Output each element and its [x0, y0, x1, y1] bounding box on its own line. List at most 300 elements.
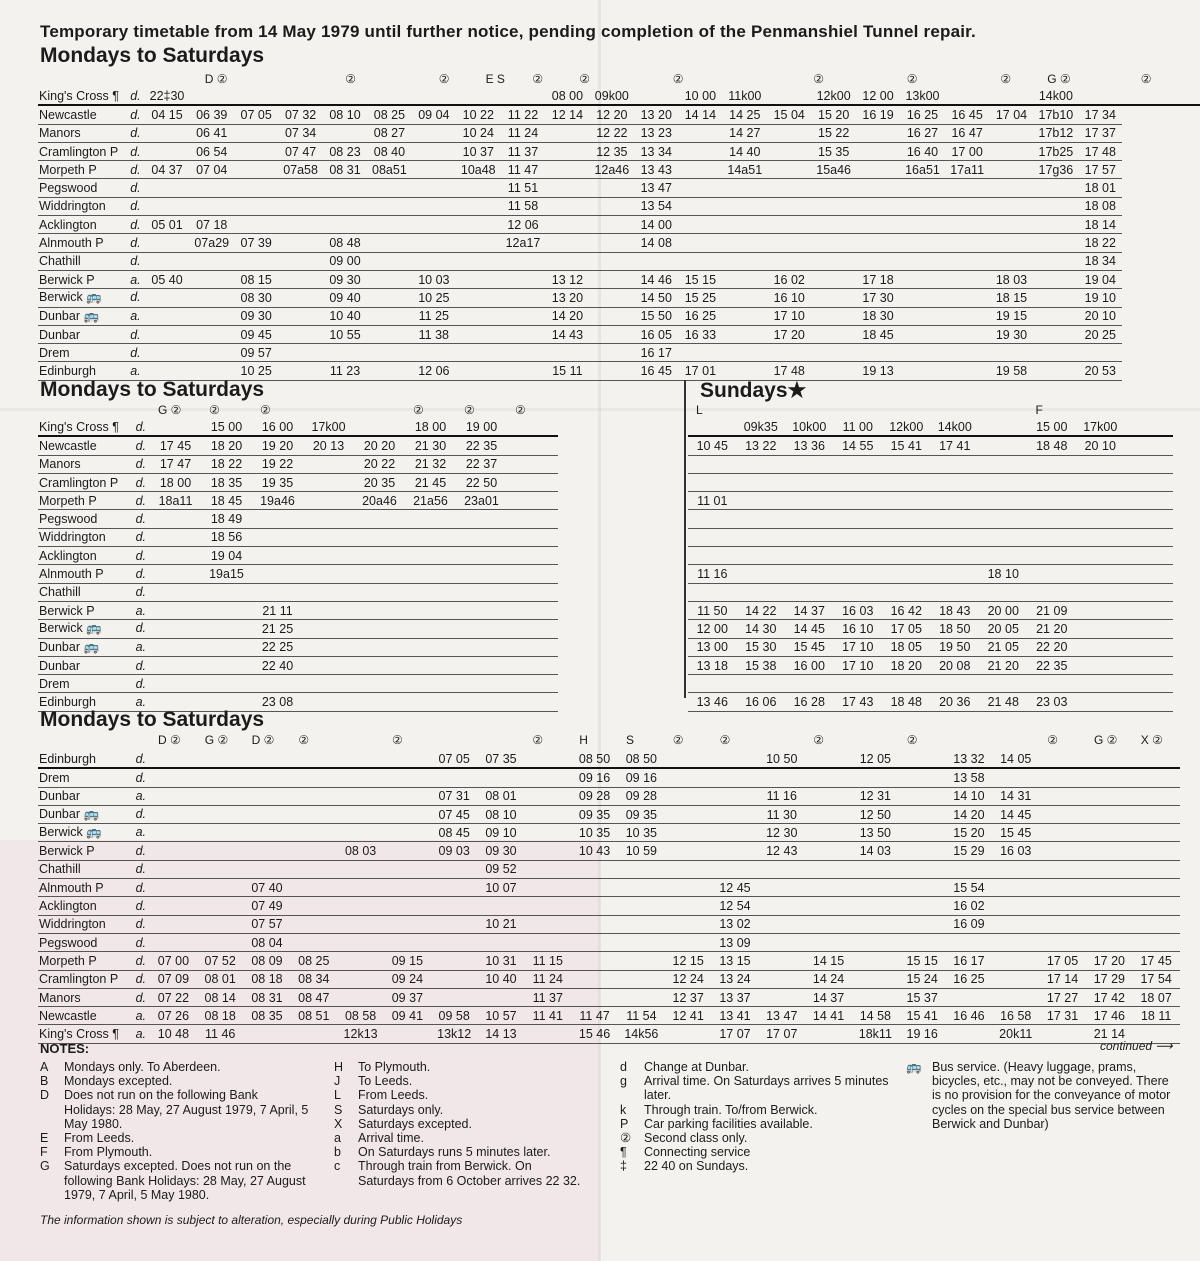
time-cell: 07 31: [431, 787, 478, 805]
time-cell: [456, 583, 507, 601]
timetable-row: [38, 638, 558, 656]
time-cell: [189, 344, 234, 362]
time-cell: [412, 344, 456, 362]
train-codes-sundays: [0, 403, 1200, 419]
note-item: [620, 1145, 890, 1159]
time-cell: [278, 216, 323, 234]
time-cell: [150, 842, 197, 860]
time-cell: 13 41: [712, 1007, 759, 1025]
station-name: [38, 252, 145, 270]
time-cell: 18 50: [931, 620, 980, 638]
time-cell: [1125, 510, 1174, 528]
time-cell: [290, 879, 337, 897]
time-cell: 21 25: [252, 620, 303, 638]
time-cell: 10 57: [478, 1007, 525, 1025]
time-cell: 18 07: [1133, 988, 1180, 1006]
section-title-sundays: Sundays★: [700, 379, 807, 402]
time-cell: [899, 787, 946, 805]
time-cell: [945, 216, 990, 234]
time-cell: [1034, 216, 1079, 234]
time-cell: [1028, 510, 1077, 528]
time-cell: 14 40: [722, 142, 767, 160]
time-cell: [303, 601, 354, 619]
time-cell: [900, 216, 945, 234]
time-cell: [524, 915, 571, 933]
time-cell: [323, 197, 367, 215]
time-cell: [507, 492, 558, 510]
time-cell: 14 41: [805, 1007, 852, 1025]
time-cell: [507, 656, 558, 674]
train-code: G ②: [158, 403, 182, 417]
time-cell: [323, 216, 367, 234]
time-cell: 13 58: [946, 768, 993, 787]
time-cell: 11 22: [501, 105, 546, 124]
train-code: ②: [1047, 733, 1058, 747]
time-cell: [1125, 492, 1174, 510]
time-cell: 05 40: [145, 270, 190, 288]
time-cell: 10 25: [412, 289, 456, 307]
time-cell: 07 22: [150, 988, 197, 1006]
time-cell: 10k00: [785, 418, 834, 436]
time-cell: [1125, 418, 1174, 436]
time-cell: 10 00: [678, 87, 722, 105]
time-cell: [1034, 197, 1079, 215]
time-cell: 15 20: [811, 105, 856, 124]
time-cell: 21 30: [405, 436, 456, 455]
time-cell: 07 05: [431, 750, 478, 768]
arrive-depart-flag: d.: [135, 953, 146, 968]
time-cell: 09 45: [234, 325, 278, 343]
time-cell: 15 46: [571, 1025, 618, 1043]
time-cell: [189, 270, 234, 288]
note-text: Arrival time. On Saturdays arrives 5 minutes later.: [644, 1074, 889, 1103]
time-cell: [501, 289, 546, 307]
note-item: [620, 1117, 890, 1131]
time-cell: [979, 455, 1028, 473]
time-cell: [688, 455, 737, 473]
station-label: Newcastle: [39, 438, 97, 453]
time-cell: [722, 234, 767, 252]
time-cell: [1133, 860, 1180, 878]
time-cell: [507, 565, 558, 583]
time-cell: [234, 197, 278, 215]
time-cell: [278, 344, 323, 362]
timetable-row: [688, 492, 1173, 510]
arrive-depart-flag: d.: [135, 658, 146, 673]
station-name: [38, 638, 150, 656]
time-cell: [571, 879, 618, 897]
time-cell: [722, 289, 767, 307]
timetable-row: [38, 142, 1200, 160]
time-cell: [150, 805, 197, 823]
timetable-row: [688, 656, 1173, 674]
time-cell: 08 50: [571, 750, 618, 768]
time-cell: 16 02: [946, 897, 993, 915]
time-cell: [524, 879, 571, 897]
time-cell: [979, 583, 1028, 601]
time-cell: 10 48: [150, 1025, 197, 1043]
train-codes-1: [0, 72, 1200, 88]
time-cell: [252, 583, 303, 601]
time-cell: [431, 879, 478, 897]
time-cell: [1028, 455, 1077, 473]
station-label: Widdrington: [39, 530, 106, 545]
time-cell: [507, 436, 558, 455]
time-cell: 17a11: [945, 161, 990, 179]
station-label: Manors: [39, 457, 81, 472]
time-cell: [150, 620, 201, 638]
time-cell: 11 16: [758, 787, 805, 805]
time-cell: [405, 638, 456, 656]
time-cell: [150, 879, 197, 897]
time-cell: [278, 87, 323, 105]
time-cell: 17 10: [834, 656, 883, 674]
time-cell: [737, 455, 786, 473]
time-cell: [150, 656, 201, 674]
note-key: F: [40, 1145, 48, 1160]
note-text: Through train. To/from Berwick.: [644, 1102, 818, 1117]
note-key: ¶: [620, 1145, 627, 1160]
station-label: Berwick P: [39, 603, 95, 618]
station-name: [38, 289, 145, 307]
timetable-row: [38, 915, 1180, 933]
time-cell: [244, 768, 291, 787]
time-cell: [384, 787, 431, 805]
train-code: ②: [813, 733, 824, 747]
time-cell: [805, 897, 852, 915]
timetable-row: [38, 161, 1200, 179]
time-cell: 12 37: [665, 988, 712, 1006]
time-cell: 15 11: [545, 362, 589, 380]
timetable-row: [38, 528, 558, 546]
time-cell: 17 37: [1078, 124, 1122, 142]
time-cell: 10 55: [323, 325, 367, 343]
station-label: Cramlington P: [39, 475, 119, 490]
time-cell: [665, 915, 712, 933]
time-cell: 21 11: [252, 601, 303, 619]
time-cell: [1078, 87, 1122, 105]
time-cell: [303, 638, 354, 656]
note-item: [620, 1159, 890, 1173]
time-cell: 17 30: [856, 289, 900, 307]
time-cell: [244, 805, 291, 823]
time-cell: 10 45: [688, 436, 737, 455]
time-cell: 12 00: [688, 620, 737, 638]
time-cell: [456, 693, 507, 711]
time-cell: [946, 933, 993, 951]
time-cell: [545, 161, 589, 179]
time-cell: 10 21: [478, 915, 525, 933]
time-cell: 13 47: [758, 1007, 805, 1025]
time-cell: [1028, 547, 1077, 565]
time-cell: 16 42: [882, 601, 931, 619]
time-cell: 17 47: [150, 455, 201, 473]
time-cell: [989, 161, 1033, 179]
timetable-row: [38, 436, 558, 455]
station-name: [38, 455, 150, 473]
time-cell: [785, 492, 834, 510]
station-label: Dunbar 🚌: [39, 639, 100, 654]
time-cell: [805, 768, 852, 787]
timetable-row: [38, 252, 1200, 270]
time-cell: [367, 252, 412, 270]
time-cell: [456, 510, 507, 528]
note-item: [40, 1159, 310, 1202]
time-cell: [589, 179, 634, 197]
time-cell: 13 36: [785, 436, 834, 455]
station-label: Dunbar 🚌: [39, 308, 100, 323]
time-cell: [665, 879, 712, 897]
time-cell: 08 30: [234, 289, 278, 307]
time-cell: [992, 879, 1039, 897]
time-cell: 18 48: [1028, 436, 1077, 455]
time-cell: [145, 307, 190, 325]
time-cell: [412, 234, 456, 252]
time-cell: 18 34: [1078, 252, 1122, 270]
time-cell: [507, 455, 558, 473]
time-cell: 18 30: [856, 307, 900, 325]
time-cell: 23 03: [1028, 693, 1077, 711]
time-cell: 19 50: [931, 638, 980, 656]
timetable-northbound-weekday-1: [38, 87, 1200, 381]
time-cell: [456, 289, 501, 307]
time-cell: [1028, 473, 1077, 491]
bus-icon: 🚌: [906, 1060, 922, 1074]
note-item: [334, 1159, 584, 1187]
time-cell: 14 45: [785, 620, 834, 638]
time-cell: [290, 897, 337, 915]
time-cell: [1034, 344, 1079, 362]
time-cell: 15 54: [946, 879, 993, 897]
time-cell: 17 41: [931, 436, 980, 455]
time-cell: [1125, 547, 1174, 565]
time-cell: [882, 492, 931, 510]
time-cell: [244, 750, 291, 768]
section-title-2: Mondays to Saturdays: [40, 378, 265, 401]
time-cell: 09 41: [384, 1007, 431, 1025]
time-cell: 14 20: [545, 307, 589, 325]
arrive-depart-flag: d.: [130, 327, 141, 342]
time-cell: [189, 87, 234, 105]
time-cell: [456, 87, 501, 105]
timetable-row: [38, 455, 558, 473]
time-cell: [571, 897, 618, 915]
time-cell: [931, 565, 980, 583]
time-cell: [852, 952, 899, 970]
station-name: [38, 656, 150, 674]
time-cell: [337, 897, 384, 915]
time-cell: 15 24: [899, 970, 946, 988]
notes-title: NOTES:: [40, 1041, 90, 1056]
time-cell: [354, 547, 405, 565]
time-cell: [989, 124, 1033, 142]
station-label: Newcastle: [39, 1008, 97, 1023]
time-cell: [688, 473, 737, 491]
time-cell: [618, 860, 665, 878]
time-cell: [767, 124, 811, 142]
time-cell: [618, 988, 665, 1006]
time-cell: 13 24: [712, 970, 759, 988]
time-cell: [1034, 252, 1079, 270]
time-cell: 10 22: [456, 105, 501, 124]
time-cell: 13 23: [634, 124, 678, 142]
time-cell: 16 05: [634, 325, 678, 343]
time-cell: 15 04: [767, 105, 811, 124]
time-cell: [303, 547, 354, 565]
time-cell: [337, 768, 384, 787]
time-cell: [834, 528, 883, 546]
timetable-row: [688, 583, 1173, 601]
time-cell: [405, 656, 456, 674]
time-cell: 10 31: [478, 952, 525, 970]
time-cell: [1078, 344, 1122, 362]
note-key: A: [40, 1060, 49, 1074]
note-key: g: [620, 1074, 627, 1089]
time-cell: [252, 528, 303, 546]
note-key: L: [334, 1088, 341, 1103]
time-cell: 11 15: [524, 952, 571, 970]
time-cell: [478, 933, 525, 951]
time-cell: [722, 344, 767, 362]
time-cell: [899, 879, 946, 897]
time-cell: [524, 860, 571, 878]
time-cell: [524, 824, 571, 842]
note-key: P: [620, 1116, 629, 1131]
train-code: E S: [485, 72, 505, 86]
time-cell: [244, 787, 291, 805]
time-cell: 14 15: [805, 952, 852, 970]
time-cell: 09 35: [618, 805, 665, 823]
time-cell: [882, 528, 931, 546]
timetable-row: [688, 693, 1173, 711]
time-cell: 09 10: [478, 824, 525, 842]
timetable-row: [38, 87, 1200, 105]
train-code: ②: [438, 72, 450, 86]
time-cell: [931, 473, 980, 491]
time-cell: [852, 879, 899, 897]
station-name: [38, 952, 150, 970]
timetable-row: [38, 418, 558, 436]
time-cell: [665, 933, 712, 951]
time-cell: [384, 897, 431, 915]
time-cell: [852, 768, 899, 787]
time-cell: 21 09: [1028, 601, 1077, 619]
time-cell: 16 45: [945, 105, 990, 124]
time-cell: 07 39: [234, 234, 278, 252]
time-cell: [678, 344, 722, 362]
time-cell: 15a46: [811, 161, 856, 179]
time-cell: [979, 473, 1028, 491]
time-cell: 22 35: [1028, 656, 1077, 674]
arrive-depart-flag: d.: [135, 457, 146, 472]
time-cell: [737, 583, 786, 601]
time-cell: [688, 583, 737, 601]
note-text: Car parking facilities available.: [644, 1116, 813, 1131]
time-cell: [1076, 565, 1125, 583]
arrive-depart-flag: a.: [130, 364, 141, 379]
time-cell: 08 58: [337, 1007, 384, 1025]
arrive-depart-flag: a.: [135, 639, 146, 654]
time-cell: 18 14: [1078, 216, 1122, 234]
time-cell: 22 50: [456, 473, 507, 491]
time-cell: [337, 879, 384, 897]
station-label: Alnmouth P: [39, 567, 104, 582]
note-text: From Leeds.: [358, 1088, 429, 1103]
time-cell: 10 59: [618, 842, 665, 860]
time-cell: 18 15: [989, 289, 1033, 307]
time-cell: [1086, 842, 1133, 860]
timetable-row: [38, 344, 1200, 362]
station-label: King's Cross ¶: [39, 1027, 119, 1042]
time-cell: [882, 547, 931, 565]
note-item: [334, 1103, 584, 1117]
time-cell: 11 54: [618, 1007, 665, 1025]
time-cell: 17 43: [834, 693, 883, 711]
time-cell: 09 30: [478, 842, 525, 860]
station-label: Manors: [39, 126, 81, 141]
arrive-depart-flag: d.: [135, 438, 146, 453]
time-cell: [405, 620, 456, 638]
train-code: G ②: [1047, 72, 1071, 86]
time-cell: 20a46: [354, 492, 405, 510]
time-cell: [665, 805, 712, 823]
arrive-depart-flag: d.: [135, 585, 146, 600]
time-cell: 08 45: [431, 824, 478, 842]
time-cell: [431, 860, 478, 878]
note-key: D: [40, 1088, 50, 1103]
time-cell: [1133, 787, 1180, 805]
time-cell: [1034, 179, 1079, 197]
time-cell: 08 18: [244, 970, 291, 988]
arrive-depart-flag: d.: [130, 107, 141, 122]
time-cell: 17 45: [150, 436, 201, 455]
note-key: J: [334, 1074, 341, 1089]
time-cell: 16 10: [767, 289, 811, 307]
time-cell: [354, 565, 405, 583]
time-cell: [737, 492, 786, 510]
time-cell: [899, 915, 946, 933]
time-cell: [1125, 436, 1174, 455]
station-label: King's Cross ¶: [39, 88, 119, 103]
time-cell: [805, 750, 852, 768]
arrive-depart-flag: d.: [130, 181, 141, 196]
time-cell: 13 20: [634, 105, 678, 124]
time-cell: [758, 933, 805, 951]
time-cell: [722, 197, 767, 215]
time-cell: 07 45: [431, 805, 478, 823]
time-cell: [805, 842, 852, 860]
time-cell: [201, 675, 252, 693]
time-cell: 11 46: [197, 1025, 244, 1043]
time-cell: 09 30: [323, 270, 367, 288]
station-name: [38, 142, 145, 160]
time-cell: [665, 787, 712, 805]
station-label: Morpeth P: [39, 162, 97, 177]
time-cell: [618, 915, 665, 933]
arrive-depart-flag: a.: [135, 1008, 146, 1023]
time-cell: 17 27: [1039, 988, 1086, 1006]
time-cell: [150, 510, 201, 528]
time-cell: [323, 344, 367, 362]
train-code: ②: [672, 72, 684, 86]
time-cell: [197, 860, 244, 878]
time-cell: 14 08: [634, 234, 678, 252]
time-cell: 16 03: [992, 842, 1039, 860]
station-label: Edinburgh: [39, 751, 96, 766]
time-cell: 19 22: [252, 455, 303, 473]
note-item: [334, 1145, 584, 1159]
time-cell: 17 00: [945, 142, 990, 160]
